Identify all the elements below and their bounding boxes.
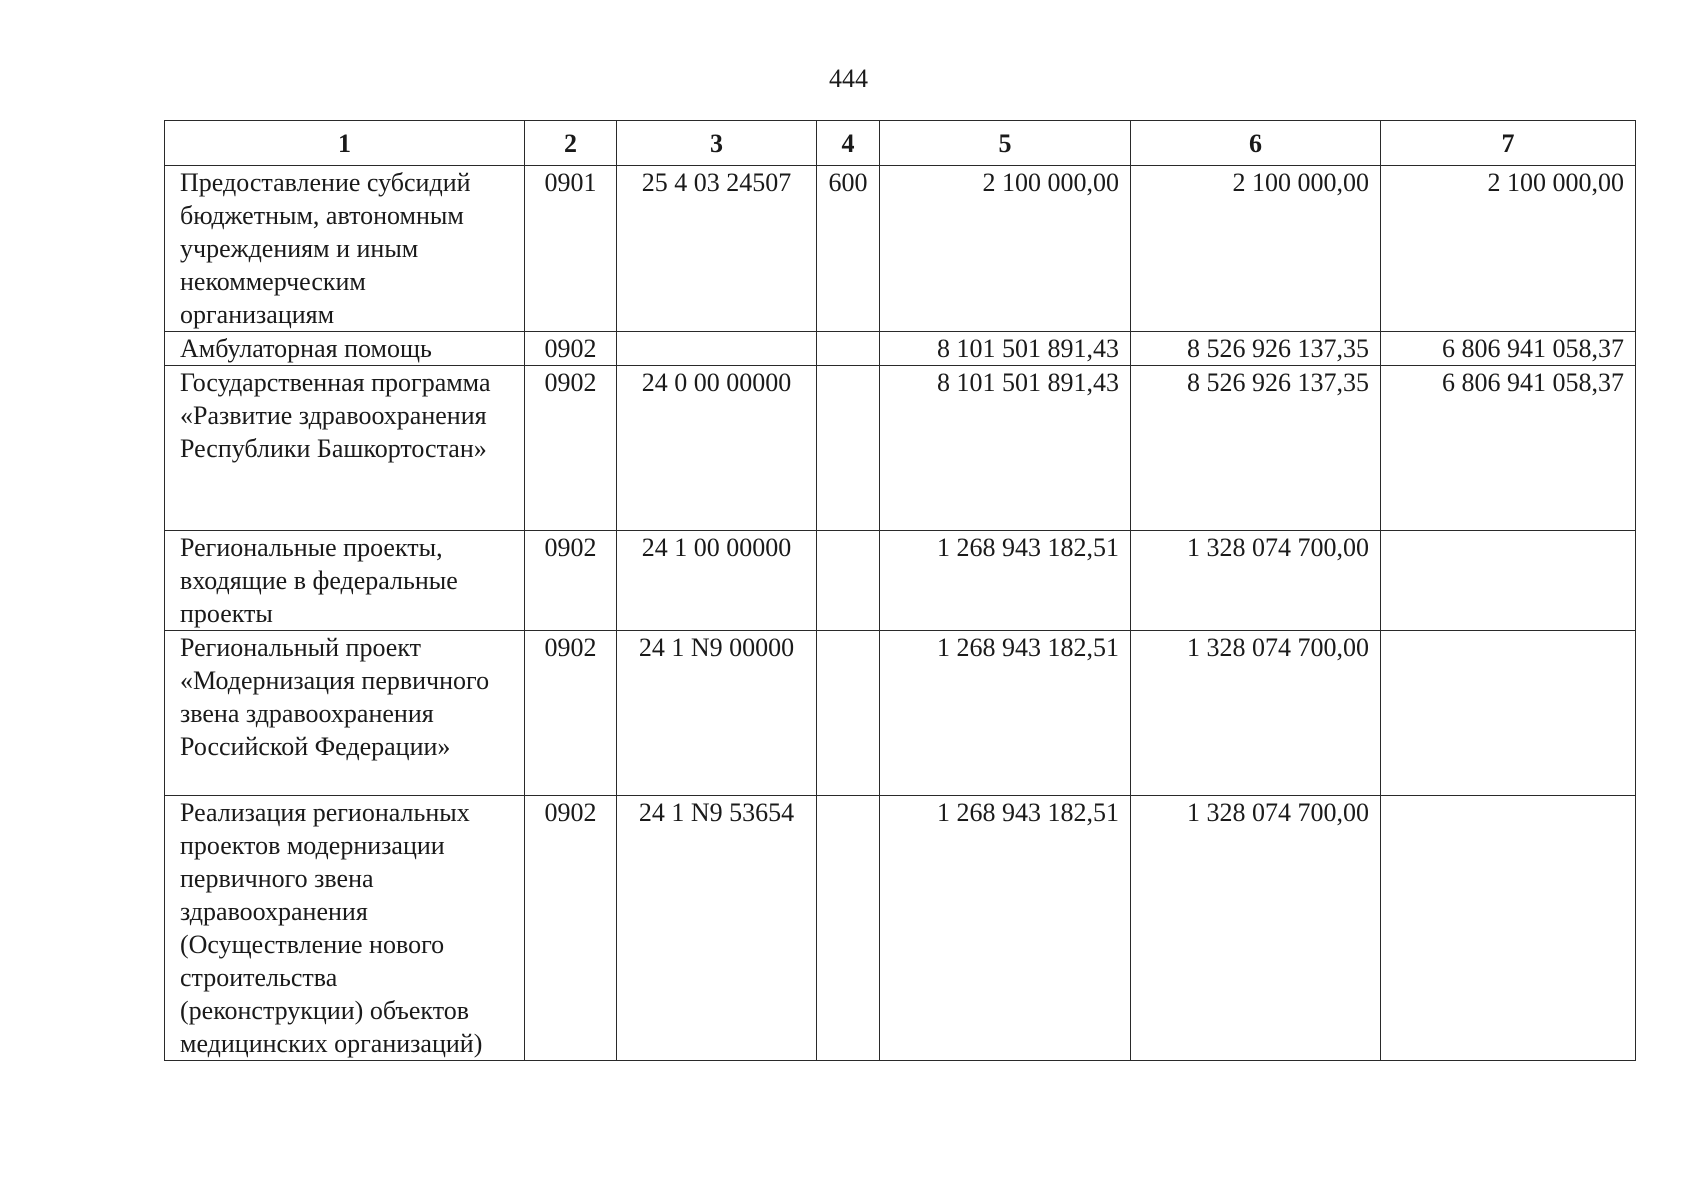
target-code-cell: 24 1 00 00000 (617, 531, 817, 631)
expense-type-cell (817, 366, 880, 531)
section-code-cell: 0901 (525, 166, 617, 332)
table-row (165, 332, 1636, 366)
column-header: 4 (817, 121, 880, 166)
column-header: 5 (880, 121, 1131, 166)
column-header: 7 (1381, 121, 1636, 166)
section-code-cell: 0902 (525, 631, 617, 796)
page-number: 444 (829, 64, 868, 93)
table-row (165, 531, 1636, 631)
amount-cell-7: 2 100 000,00 (1381, 166, 1636, 332)
header-row (165, 121, 1636, 166)
section-code-cell: 0902 (525, 796, 617, 1061)
section-code-cell: 0902 (525, 531, 617, 631)
amount-cell-5: 8 101 501 891,43 (880, 332, 1131, 366)
row-name-cell: Региональный проект «Модернизация первичного звена здравоохранения Российской Федерации» (165, 631, 525, 796)
target-code-cell: 24 1 N9 00000 (617, 631, 817, 796)
target-code-cell: 25 4 03 24507 (617, 166, 817, 332)
table-row (165, 166, 1636, 332)
amount-cell-7: 6 806 941 058,37 (1381, 332, 1636, 366)
column-header: 1 (165, 121, 525, 166)
table-row (165, 366, 1636, 531)
amount-cell-6: 8 526 926 137,35 (1131, 332, 1381, 366)
section-code-cell: 0902 (525, 366, 617, 531)
budget-table (164, 120, 1636, 1061)
section-code-cell: 0902 (525, 332, 617, 366)
expense-type-cell: 600 (817, 166, 880, 332)
expense-type-cell (817, 631, 880, 796)
amount-cell-6: 1 328 074 700,00 (1131, 531, 1381, 631)
amount-cell-5: 1 268 943 182,51 (880, 531, 1131, 631)
row-name-cell: Реализация региональных проектов модернизации первичного звена здравоохранения (Осуществление нового строительства (реконструкции) объектов медицинских организаций) (165, 796, 525, 1061)
expense-type-cell (817, 531, 880, 631)
row-name-cell: Региональные проекты, входящие в федеральные проекты (165, 531, 525, 631)
row-name-cell: Предоставление субсидий бюджетным, автономным учреждениям и иным некоммерческим организациям (165, 166, 525, 332)
target-code-cell: 24 0 00 00000 (617, 366, 817, 531)
amount-cell-5: 1 268 943 182,51 (880, 796, 1131, 1061)
table-row (165, 631, 1636, 796)
target-code-cell (617, 332, 817, 366)
row-name-cell: Государственная программа «Развитие здравоохранения Республики Башкортостан» (165, 366, 525, 531)
expense-type-cell (817, 332, 880, 366)
amount-cell-7 (1381, 631, 1636, 796)
amount-cell-5: 8 101 501 891,43 (880, 366, 1131, 531)
amount-cell-6: 1 328 074 700,00 (1131, 631, 1381, 796)
table-row (165, 796, 1636, 1061)
amount-cell-7 (1381, 796, 1636, 1061)
amount-cell-5: 1 268 943 182,51 (880, 631, 1131, 796)
amount-cell-6: 8 526 926 137,35 (1131, 366, 1381, 531)
column-header: 3 (617, 121, 817, 166)
expense-type-cell (817, 796, 880, 1061)
column-header: 2 (525, 121, 617, 166)
target-code-cell: 24 1 N9 53654 (617, 796, 817, 1061)
amount-cell-6: 2 100 000,00 (1131, 166, 1381, 332)
amount-cell-5: 2 100 000,00 (880, 166, 1131, 332)
amount-cell-7 (1381, 531, 1636, 631)
amount-cell-7: 6 806 941 058,37 (1381, 366, 1636, 531)
row-name-cell: Амбулаторная помощь (165, 332, 525, 366)
amount-cell-6: 1 328 074 700,00 (1131, 796, 1381, 1061)
column-header: 6 (1131, 121, 1381, 166)
